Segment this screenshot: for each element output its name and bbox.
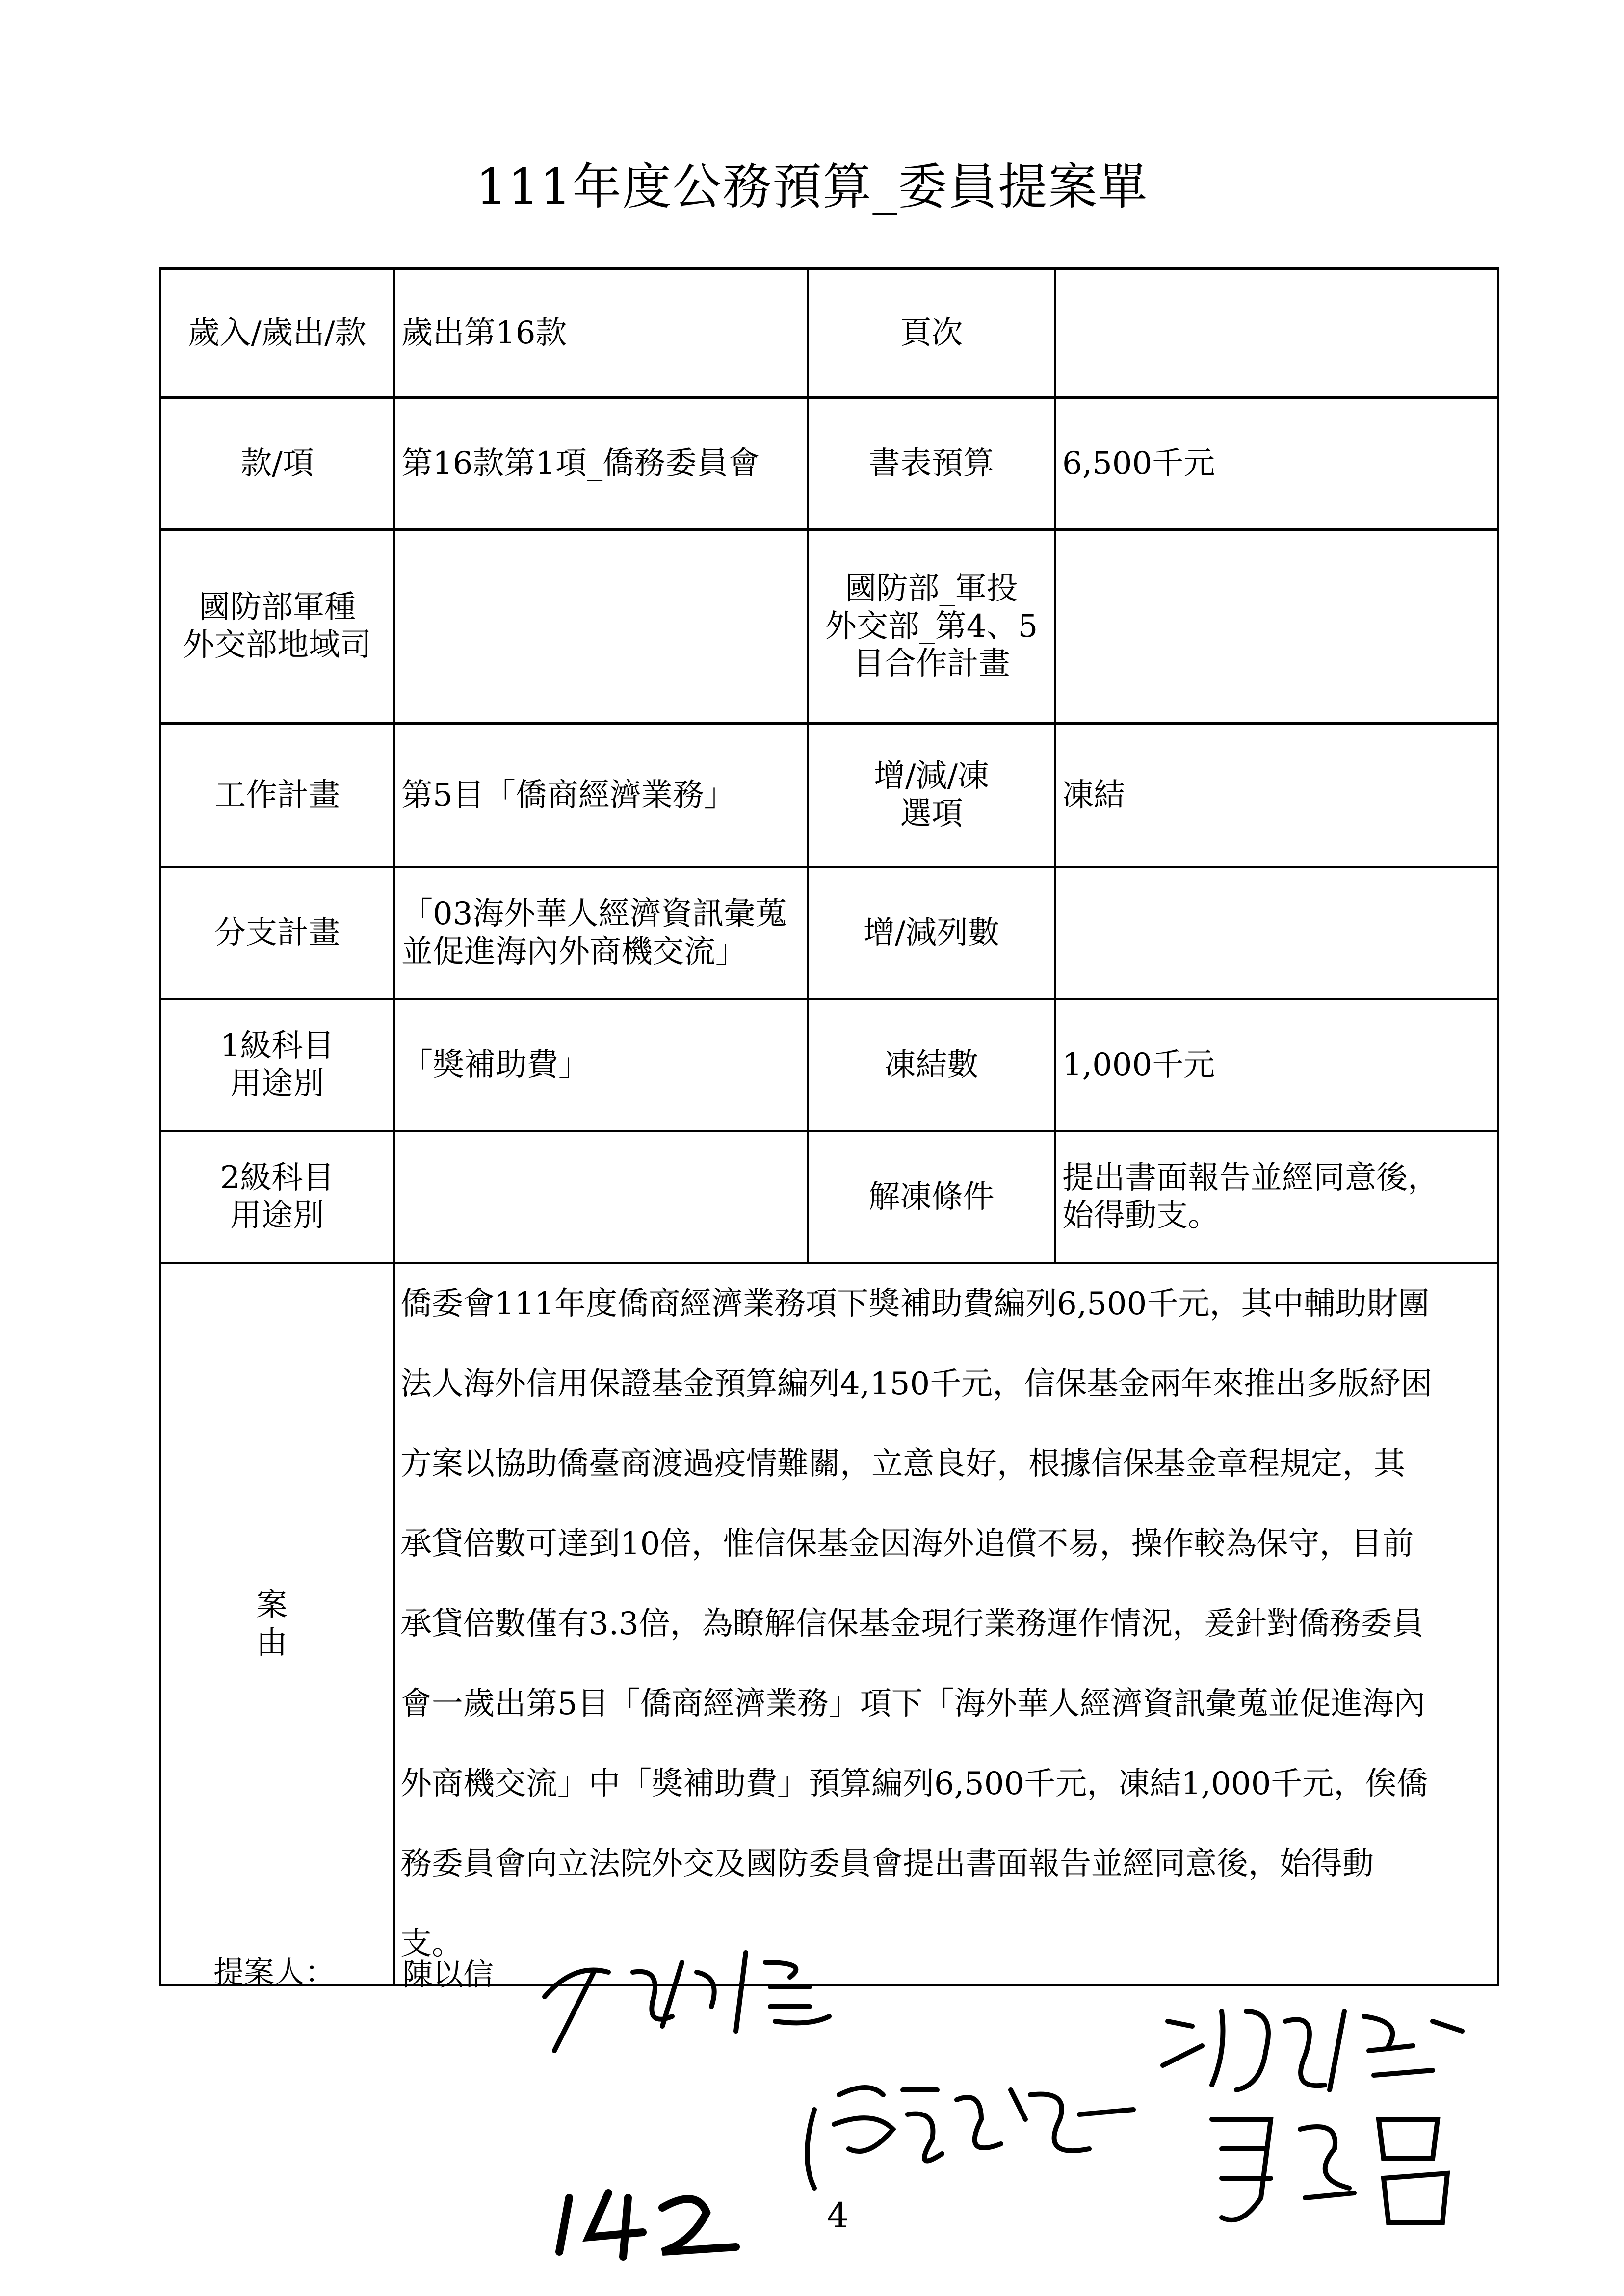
field-value: 歲出第16款 [394, 269, 808, 398]
reason-line: 僑委會111年度僑商經濟業務項下獎補助費編列6,500千元，其中輔助財團 [400, 1286, 1430, 1322]
field-value [1055, 269, 1498, 398]
field-label: 凍結數 [808, 999, 1055, 1131]
signature-3 [1158, 1992, 1501, 2105]
field-value: 「03海外華人經濟資訊彙蒐 並促進海內外商機交流」 [394, 867, 808, 999]
field-value: 第5目「僑商經濟業務」 [394, 724, 808, 867]
reason-line: 務委員會向立法院外交及國防委員會提出書面報告並經同意後，始得動 [400, 1846, 1374, 1882]
table-row [160, 867, 1498, 999]
table-row [160, 999, 1498, 1131]
field-value [394, 530, 808, 724]
field-value: 凍結 [1055, 724, 1498, 867]
table-row [160, 724, 1498, 867]
reason-line: 方案以協助僑臺商渡過疫情難關，立意良好，根據信保基金章程規定，其 [400, 1446, 1405, 1482]
table-row [160, 269, 1498, 398]
reason-line: 法人海外信用保證基金預算編列4,150千元，信保基金兩年來推出多版紓困 [400, 1366, 1433, 1402]
field-value [1055, 867, 1498, 999]
field-label: 工作計畫 [160, 724, 394, 867]
signature-1 [535, 1943, 908, 2056]
table-row [160, 1131, 1498, 1263]
field-value: 1,000千元 [1055, 999, 1498, 1131]
field-label: 增/減/凍 選項 [808, 724, 1055, 867]
field-value [1055, 530, 1498, 724]
field-value [394, 1131, 808, 1263]
proposal-table [159, 267, 1499, 1986]
field-label: 2級科目 用途別 [160, 1131, 394, 1263]
field-label: 款/項 [160, 398, 394, 530]
page-title: 111年度公務預算_委員提案單 [475, 158, 1149, 215]
proposer-label: 提案人： [213, 1954, 336, 1990]
field-value: 第16款第1項_僑務委員會 [394, 398, 808, 530]
signature-4 [1192, 2100, 1487, 2247]
field-label: 書表預算 [808, 398, 1055, 530]
field-value: 6,500千元 [1055, 398, 1498, 530]
field-label: 解凍條件 [808, 1131, 1055, 1263]
field-label: 歲入/歲出/款 [160, 269, 394, 398]
proposer-name: 陳以信 [402, 1957, 494, 1992]
field-value: 「獎補助費」 [394, 999, 808, 1131]
reason-line: 會一歲出第5目「僑商經濟業務」項下「海外華人經濟資訊彙蒐並促進海內 [400, 1686, 1425, 1722]
reason-text [394, 1263, 1498, 1985]
field-label: 國防部_軍投 外交部_第4、5 目合作計畫 [808, 530, 1055, 724]
reason-line: 承貸倍數可達到10倍，惟信保基金因海外追償不易，操作較為保守，目前 [400, 1526, 1414, 1562]
field-label: 分支計畫 [160, 867, 394, 999]
table-row [160, 530, 1498, 724]
field-label: 1級科目 用途別 [160, 999, 394, 1131]
page-number: 4 [827, 2195, 849, 2236]
reason-label: 案由 [160, 1263, 394, 1985]
signature-2 [795, 2061, 1138, 2203]
table-row [160, 398, 1498, 530]
field-label: 國防部軍種 外交部地域司 [160, 530, 394, 724]
field-value: 提出書面報告並經同意後， 始得動支。 [1055, 1131, 1498, 1263]
reason-line: 承貸倍數僅有3.3倍，為瞭解信保基金現行業務運作情況，爰針對僑務委員 [400, 1606, 1424, 1642]
field-label: 增/減列數 [808, 867, 1055, 999]
reason-line: 外商機交流」中「獎補助費」預算編列6,500千元，凍結1,000千元，俟僑 [400, 1766, 1428, 1802]
reason-line: 支。 [400, 1926, 463, 1962]
handwritten-number-142 [550, 2178, 756, 2262]
reason-row [160, 1263, 1498, 1985]
field-label: 頁次 [808, 269, 1055, 398]
